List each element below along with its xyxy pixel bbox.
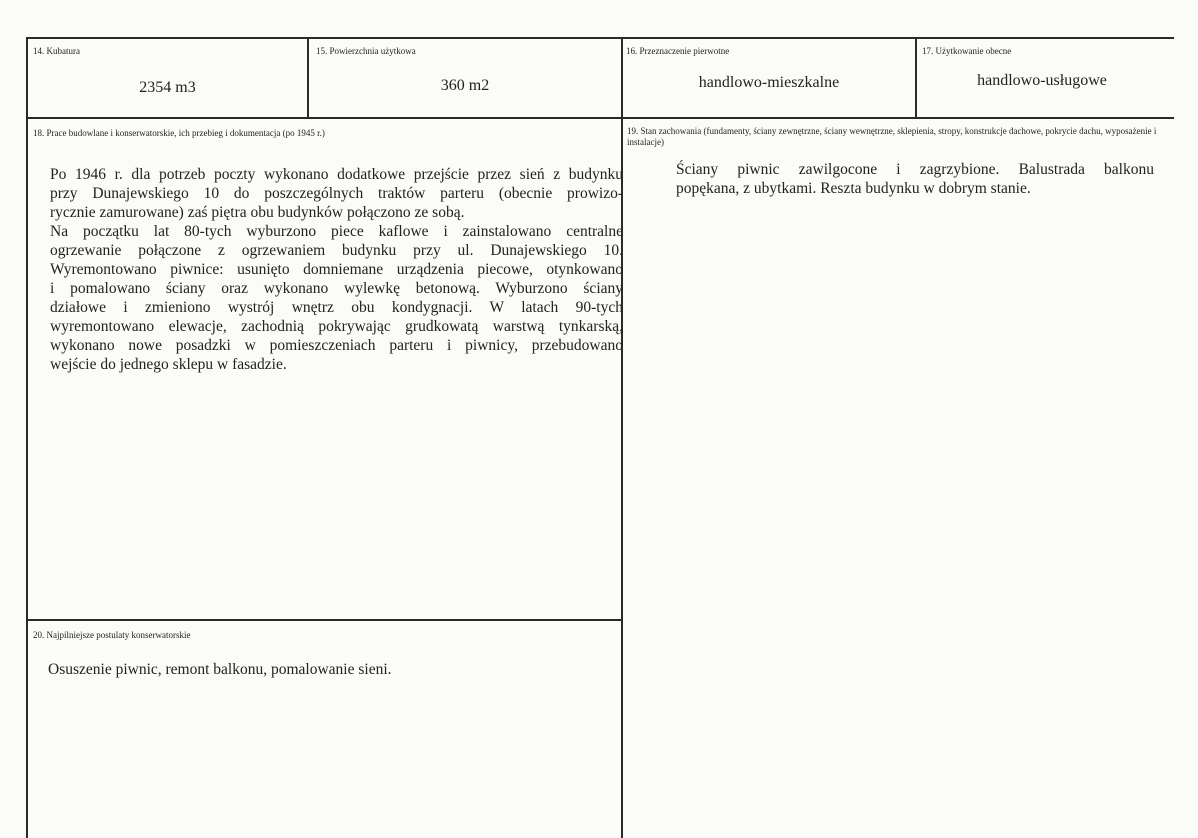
top-rule: [26, 37, 1174, 39]
section-18-text: [50, 165, 623, 374]
section-18-line: i pomalowano ściany oraz wykonano wylewkę betonową. Wyburzono ściany: [50, 280, 623, 297]
field-17-value: handlowo-usługowe: [977, 72, 1107, 89]
field-15-label: 15. Powierzchnia użytkowa: [316, 46, 416, 56]
section-18-line: Wyremontowano piwnice: usunięto domniemane urządzenia piecowe, otynkowano: [50, 261, 623, 278]
section-18-line: działowe i zmieniono wystrój wnętrz obu kondygnacji. W latach 90-tych: [50, 299, 623, 316]
field-15-value: 360 m2: [440, 77, 490, 94]
section20-top-rule: [26, 619, 623, 621]
header-row-bottom-rule: [26, 117, 1174, 119]
section-18-line: wejście do jednego sklepu w fasadzie.: [50, 356, 287, 373]
section-18-line: przy Dunajewskiego 10 do poszczególnych traktów parteru (obecnie prowizo-: [50, 185, 623, 202]
section-18-label: 18. Prace budowlane i konserwatorskie, ich przebieg i dokumentacja (po 1945 r.): [33, 128, 325, 138]
section-20-text: Osuszenie piwnic, remont balkonu, pomalowanie sieni.: [48, 661, 392, 678]
field-14-label: 14. Kubatura: [33, 46, 80, 56]
section-18-line: rycznie zamurowane) zaś piętra obu budynków połączono ze sobą.: [50, 204, 465, 221]
section-18-line: Na początku lat 80-tych wyburzono piece kaflowe i zainstalowano centralne: [50, 223, 623, 240]
section-18-line: wyremontowano elewacje, zachodnią pokrywając grudkowatą warstwą tynkarską,: [50, 318, 623, 335]
section-18-line: wykonano nowe posadzki w pomieszczeniach parteru i piwnicy, przebudowano: [50, 337, 623, 354]
section-18-line: ogrzewanie połączone z ogrzewaniem budynku przy ul. Dunajewskiego 10.: [50, 242, 623, 259]
field-14-value: 2354 m3: [139, 79, 196, 96]
section-19-label: 19. Stan zachowania (fundamenty, ściany zewnętrzne, ściany wewnętrzne, sklepienia, stropy, konstrukcje dachowe, pokrycie dachu, wyposażenie i instalacje): [627, 126, 1157, 147]
field-16-label: 16. Przeznaczenie pierwotne: [626, 46, 730, 56]
section-18-line: Po 1946 r. dla potrzeb poczty wykonano dodatkowe przejście przez sień z budynku: [50, 166, 623, 183]
section-20-label: 20. Najpilniejsze postulaty konserwatorskie: [33, 630, 191, 640]
field-16-value: handlowo-mieszkalne: [698, 74, 840, 91]
left-rule: [26, 37, 28, 838]
section-19-line: Ściany piwnic zawilgocone i zagrzybione. Balustrada balkonu: [676, 161, 1154, 178]
field-17-label: 17. Użytkowanie obecne: [922, 46, 1012, 56]
section-19-text: [676, 160, 1154, 198]
col-divider-2: [621, 37, 623, 838]
section-19-line: popękana, z ubytkami. Reszta budynku w dobrym stanie.: [676, 180, 1031, 197]
